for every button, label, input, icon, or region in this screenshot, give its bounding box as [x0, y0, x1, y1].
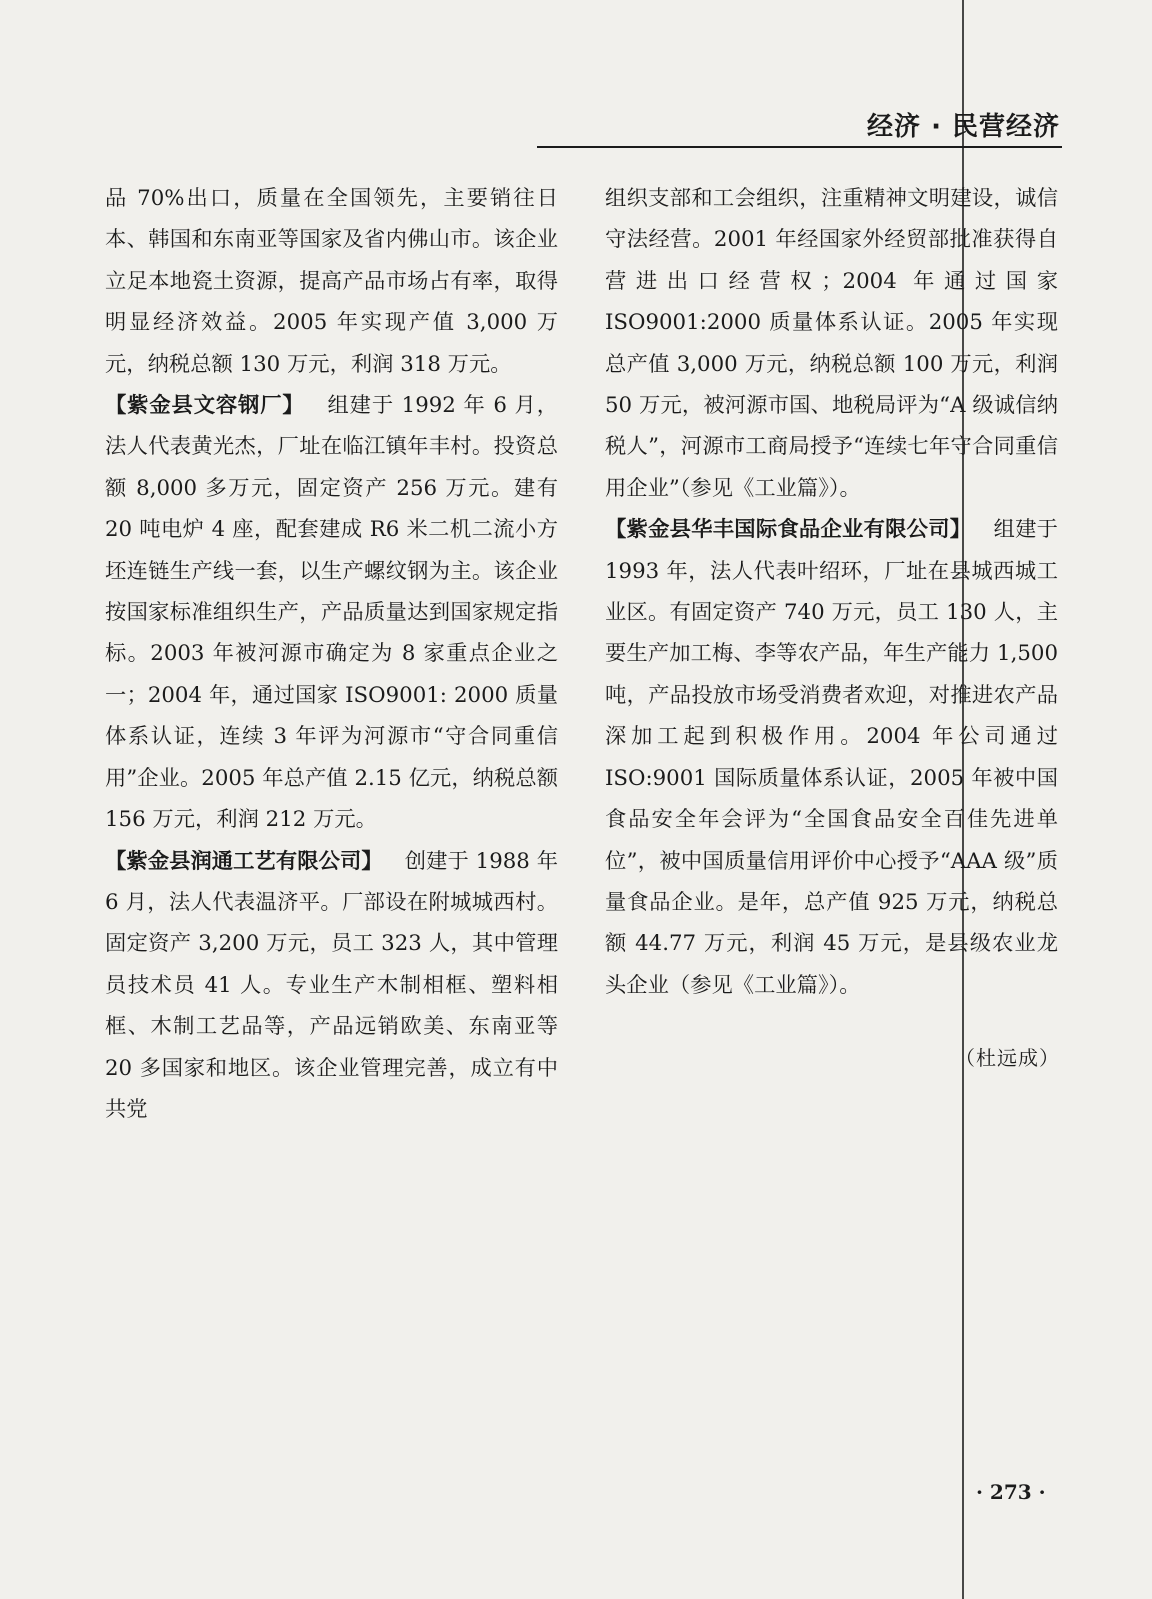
entry-title: 【紫金县文容钢厂】: [105, 393, 305, 419]
entry-title: 【紫金县华丰国际食品企业有限公司】: [605, 517, 972, 543]
entry-body: 组建于 1993 年，法人代表叶绍环，厂址在县城西城工业区。有固定资产 740 万元，员工 130 人，主要生产加工梅、李等农产品，年生产能力 1,500 吨，产品投放市场受消费者欢迎，对推进农产品深加工起到积极作用。2004 年公司通过 ISO:9001 国际质量体系认证，2005 年被中国食品安全年会评为“全国食品安全百佳先进单位”，被中国质量信用评价中心授予“AAA 级”质量食品企业。是年，总产值 925 万元，纳税总额 44.77 万元，利润 45 万元，是县级农业龙头企业（参见《工业篇》）。: [605, 517, 1058, 998]
entry-paragraph: [605, 509, 1058, 1006]
page-number: · 273 ·: [976, 1480, 1046, 1504]
right-column: [605, 178, 1058, 1006]
left-continuation-paragraph: 品 70%出口，质量在全国领先，主要销往日本、韩国和东南亚等国家及省内佛山市。该企业立足本地瓷土资源，提高产品市场占有率，取得明显经济效益。2005 年实现产值 3,000 万元，纳税总额 130 万元，利润 318 万元。: [105, 186, 558, 377]
entry-title: 【紫金县润通工艺有限公司】: [105, 848, 383, 874]
entry-body: 创建于 1988 年 6 月，法人代表温济平。厂部设在附城城西村。固定资产 3,200 万元，员工 323 人，其中管理员技术员 41 人。专业生产木制相框、塑料相框、木制工艺品等，产品远销欧美、东南亚等 20 多国家和地区。该企业管理完善，成立有中共党: [105, 848, 558, 1122]
entry-paragraph: [105, 841, 558, 1131]
header-rule: [537, 146, 1062, 148]
right-continuation-paragraph: 组织支部和工会组织，注重精神文明建设，诚信守法经营。2001 年经国家外经贸部批准获得自营进出口经营权；2004 年通过国家 ISO9001:2000 质量体系认证。2005 年实现总产值 3,000 万元，纳税总额 100 万元，利润 50 万元，被河源市国、地税局评为“A 级诚信纳税人”，河源市工商局授予“连续七年守合同重信用企业”（参见《工业篇》）。: [605, 186, 1058, 501]
section-header: 经济 · 民营经济: [867, 112, 1060, 142]
entry-body: 组建于 1992 年 6 月，法人代表黄光杰，厂址在临江镇年丰村。投资总额 8,000 多万元，固定资产 256 万元。建有 20 吨电炉 4 座，配套建成 R6 米二机二流小方坯连链生产线一套，以生产螺纹钢为主。该企业按国家标准组织生产，产品质量达到国家规定指标。2003 年被河源市确定为 8 家重点企业之一；2004 年，通过国家 ISO9001: 2000 质量体系认证，连续 3 年评为河源市“守合同重信用”企业。2005 年总产值 2.15 亿元，纳税总额 156 万元，利润 212 万元。: [105, 393, 558, 833]
entry-paragraph: [105, 385, 558, 840]
left-column: [105, 178, 558, 1130]
author-credit: （杜远成）: [955, 1046, 1060, 1070]
